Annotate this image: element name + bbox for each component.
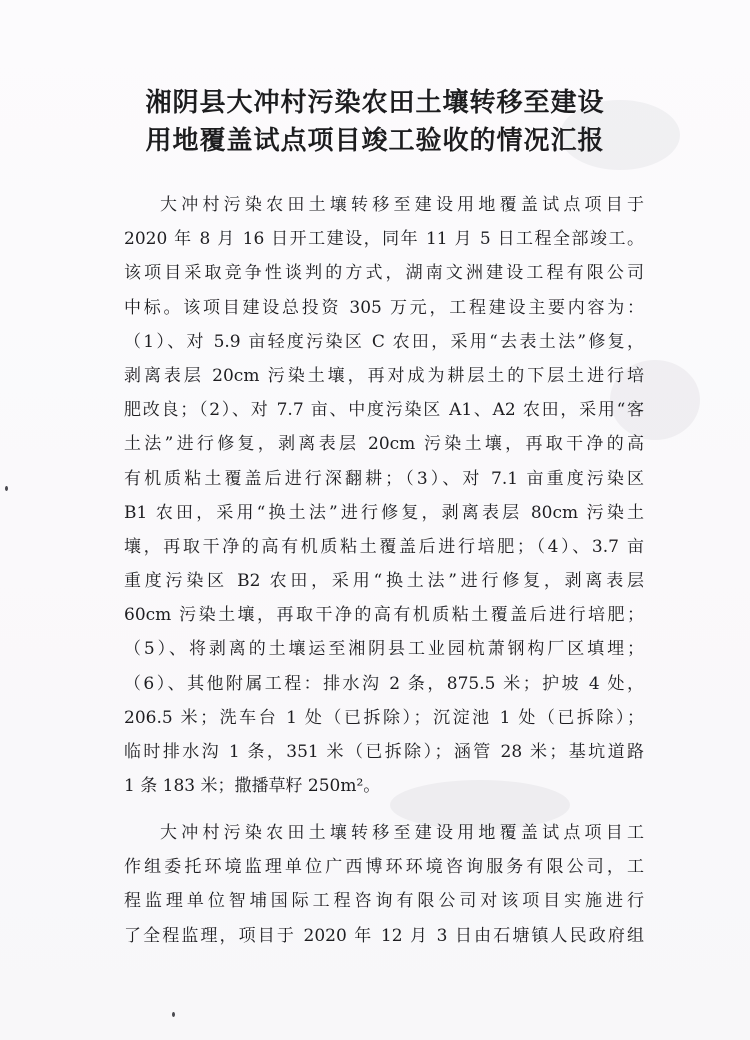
paragraph-line: 中标。该项目建设总投资 305 万元，工程建设主要内容为： <box>124 297 644 318</box>
paragraph-line: 程监理单位智埔国际工程咨询有限公司对该项目实施进行 <box>124 891 644 912</box>
paragraph-1 <box>124 188 644 803</box>
paragraph-line: 大冲村污染农田土壤转移至建设用地覆盖试点项目工 <box>160 823 644 843</box>
paragraph-line: （5）、将剥离的土壤运至湘阴县工业园杭萧钢构厂区填埋； <box>124 639 644 660</box>
paragraph-line: 有机质粘土覆盖后进行深翻耕；（3）、对 7.1 亩重度污染区 <box>124 468 644 489</box>
paragraph-line: 206.5 米；洗车台 1 处（已拆除）；沉淀池 1 处（已拆除）； <box>124 707 644 728</box>
title-line: 用地覆盖试点项目竣工验收的情况汇报 <box>145 126 605 156</box>
paper-speck <box>5 486 8 491</box>
paragraph-line: 临时排水沟 1 条，351 米（已拆除）；涵管 28 米；基坑道路 <box>124 742 644 762</box>
paragraph-line: 2020 年 8 月 16 日开工建设，同年 11 月 5 日工程全部竣工。 <box>124 229 644 250</box>
paragraph-line: 60cm 污染土壤，再取干净的高有机质粘土覆盖后进行培肥； <box>124 605 644 626</box>
paragraph-line: 土法”进行修复，剥离表层 20cm 污染土壤，再取干净的高 <box>124 434 644 455</box>
paragraph-line: 了全程监理，项目于 2020 年 12 月 3 日由石塘镇人民政府组 <box>124 925 644 946</box>
paragraph-2 <box>124 816 644 953</box>
paragraph-line: B1 农田，采用“换土法”进行修复，剥离表层 80cm 污染土 <box>124 502 644 523</box>
paragraph-line: 该项目采取竞争性谈判的方式，湖南文洲建设工程有限公司 <box>124 263 644 284</box>
paragraph-line: （1）、对 5.9 亩轻度污染区 C 农田，采用“去表土法”修复， <box>124 331 644 352</box>
paragraph-line: 壤，再取干净的高有机质粘土覆盖后进行培肥；（4）、3.7 亩 <box>124 536 644 557</box>
title-line: 湘阴县大冲村污染农田土壤转移至建设 <box>145 88 605 118</box>
paragraph-line: 重度污染区 B2 农田，采用“换土法”进行修复，剥离表层 <box>124 571 644 592</box>
paragraph-line: 1 条 183 米；撒播草籽 250m²。 <box>124 776 381 797</box>
document-title <box>0 84 750 160</box>
paragraph-line: 大冲村污染农田土壤转移至建设用地覆盖试点项目于 <box>160 195 644 215</box>
paragraph-line: （6）、其他附属工程：排水沟 2 条，875.5 米；护坡 4 处， <box>124 673 644 694</box>
paper-speck <box>172 1012 175 1017</box>
paragraph-line: 肥改良；（2）、对 7.7 亩、中度污染区 A1、A2 农田，采用“客 <box>124 400 644 421</box>
paragraph-line: 剥离表层 20cm 污染土壤，再对成为耕层土的下层土进行培 <box>124 365 644 386</box>
paragraph-line: 作组委托环境监理单位广西博环环境咨询服务有限公司，工 <box>124 857 644 878</box>
